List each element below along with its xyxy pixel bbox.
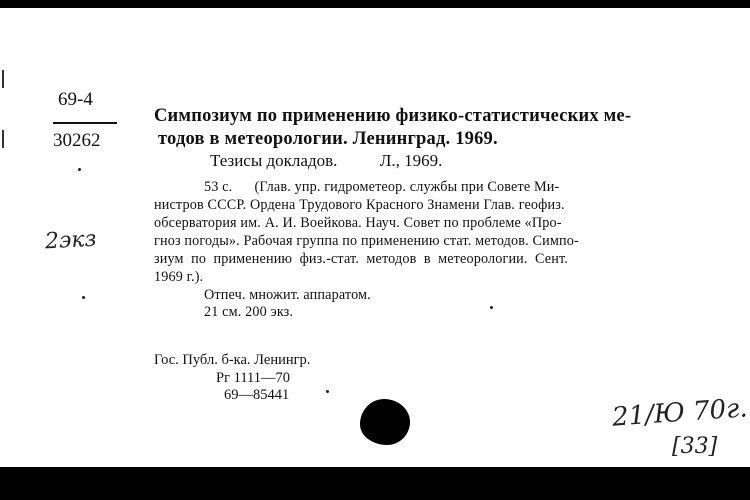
speck — [490, 306, 493, 309]
subtitle: Тезисы докладов. Л., 1969. — [210, 151, 443, 170]
description-line: обсерватория им. А. И. Воейкова. Науч. Совет по проблеме «Про- — [154, 215, 562, 231]
description-line: 1969 г.). — [154, 269, 204, 285]
description-line: зиум по применению физ.-стат. методов в метеорологии. Сент. — [154, 251, 568, 267]
scan-border-top — [0, 0, 750, 8]
handwritten-code: [33] — [672, 434, 718, 459]
description-line: 53 с. (Глав. упр. гидрометеор. службы при Совете Ми- — [204, 179, 560, 195]
speck — [78, 168, 81, 171]
print-note: Отпеч. множит. аппаратом. — [204, 287, 371, 303]
description-line: гноз погоды». Рабочая группа по применению стат. методов. Симпо- — [154, 233, 579, 249]
description-line: нистров СССР. Ордена Трудового Красного Знамени Глав. геофиз. — [154, 197, 565, 213]
scan-border-bottom — [0, 467, 750, 500]
speck — [82, 296, 85, 299]
call-number-divider — [53, 122, 117, 124]
title-line-2: тодов в метеорологии. Ленинград. 1969. — [158, 129, 498, 149]
library-name: Гос. Публ. б-ка. Ленингр. — [154, 352, 311, 368]
scan-edge-mark — [2, 130, 4, 148]
call-number-top: 69-4 — [58, 89, 93, 110]
accession-code: 69—85441 — [224, 387, 290, 403]
ink-blot — [360, 399, 410, 445]
pr-code: Рг 1111—70 — [216, 370, 291, 386]
call-number-bottom: 30262 — [53, 130, 101, 151]
size-note: 21 см. 200 экз. — [204, 304, 294, 320]
scan-edge-mark — [2, 70, 4, 88]
speck — [326, 390, 329, 393]
title-line-1: Симпозиум по применению физико-статистических ме- — [154, 106, 632, 126]
handwritten-copies-note: 2экз — [44, 226, 98, 255]
handwritten-date: 21/Ю 70г. — [611, 393, 749, 433]
